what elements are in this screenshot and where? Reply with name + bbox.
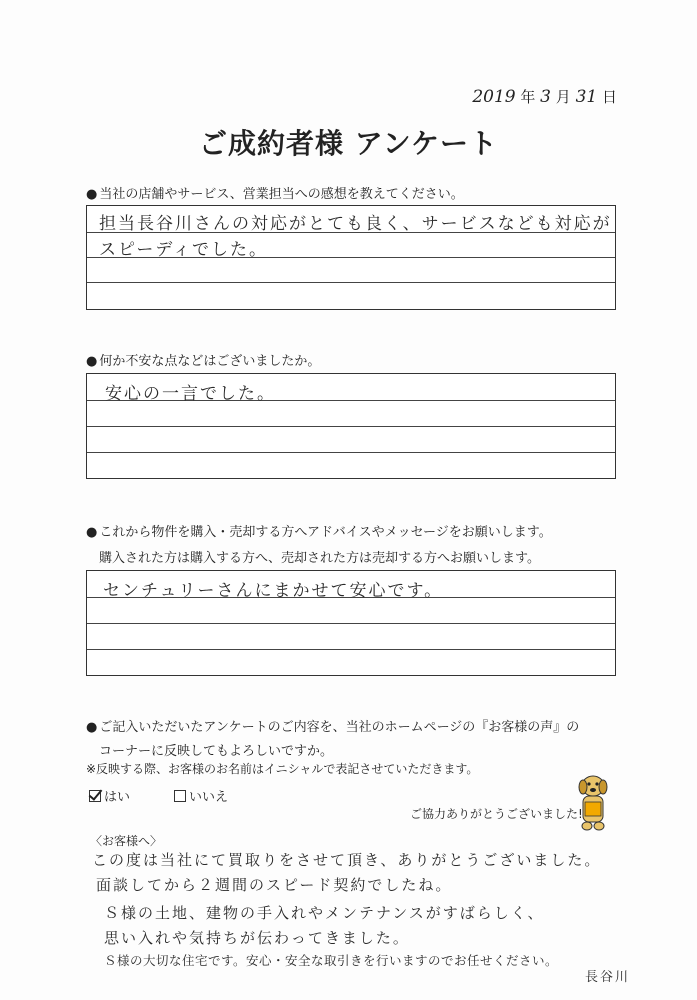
dog-mascot-icon — [572, 772, 614, 834]
ruled-line — [87, 452, 615, 453]
answer-box-2[interactable] — [86, 373, 616, 479]
bullet-icon: ● — [86, 720, 98, 735]
bullet-icon: ● — [86, 187, 98, 202]
comment-line-4: 思い入れや気持ちが伝わってきました。 — [104, 929, 410, 947]
question-2-text: 何か不安な点などはございましたか。 — [99, 354, 321, 369]
comment-line-5: Ｓ様の大切な住宅です。安心・安全な取引きを行いますのでお任せください。 — [104, 953, 559, 968]
answer-3-line-1: センチュリーさんにまかせて安心です。 — [103, 581, 444, 601]
answer-box-3[interactable] — [86, 570, 616, 676]
date-year: 2019 — [472, 87, 516, 107]
date-month: 3 — [540, 87, 551, 107]
bullet-icon: ● — [86, 354, 98, 369]
signature: 長谷川 — [585, 970, 631, 985]
ruled-line — [87, 649, 615, 650]
option-no[interactable] — [174, 786, 228, 805]
option-no-label: いいえ — [189, 790, 229, 805]
checkbox-icon[interactable] — [174, 790, 186, 802]
survey-date — [472, 86, 617, 107]
question-4-note: ※反映する際、お客様のお名前はイニシャルで表記させていただきます。 — [86, 762, 479, 776]
option-yes-label: はい — [104, 790, 131, 805]
ruled-line — [87, 282, 615, 283]
answer-1-line-2: スピーディでした。 — [99, 240, 268, 260]
question-3-subtext: 購入された方は購入する方へ、売却された方は売却する方へお願いします。 — [99, 551, 540, 566]
comment-line-2: 面談してから２週間のスピード契約でしたね。 — [96, 876, 453, 894]
question-1 — [86, 183, 464, 202]
customer-section-label: 〈お客様へ〉 — [90, 834, 163, 848]
ruled-line — [87, 426, 615, 427]
date-day: 31 — [575, 87, 598, 107]
ruled-line — [87, 623, 615, 624]
thanks-message: ご協力ありがとうございました! — [410, 807, 583, 821]
question-4-text: ご記入いただいたアンケートのご内容を、当社のホームページの『お客様の声』の — [99, 720, 580, 735]
option-yes[interactable] — [89, 786, 130, 805]
answer-box-1[interactable] — [86, 205, 616, 310]
question-4 — [86, 716, 579, 735]
question-3 — [86, 521, 552, 540]
date-day-label: 日 — [601, 88, 617, 106]
bullet-icon: ● — [86, 525, 98, 540]
date-month-label: 月 — [555, 88, 571, 106]
question-4-subtext: コーナーに反映してもよろしいですか。 — [99, 744, 334, 759]
comment-line-3: Ｓ様の土地、建物の手入れやメンテナンスがすばらしく、 — [104, 904, 545, 922]
answer-1-line-1: 担当長谷川さんの対応がとても良く、サービスなども対応が — [99, 214, 612, 234]
page-title: ご成約者様 アンケート — [198, 127, 499, 160]
question-3-text: これから物件を購入・売却する方へアドバイスやメッセージをお願いします。 — [99, 525, 552, 540]
answer-2-line-1: 安心の一言でした。 — [105, 384, 276, 404]
comment-line-1: この度は当社にて買取りをさせて頂き、ありがとうございました。 — [92, 851, 602, 869]
question-1-text: 当社の店舗やサービス、営業担当への感想を教えてください。 — [99, 187, 464, 202]
question-2 — [86, 350, 320, 369]
checkbox-checked-icon[interactable] — [89, 790, 101, 802]
date-year-label: 年 — [520, 88, 536, 106]
